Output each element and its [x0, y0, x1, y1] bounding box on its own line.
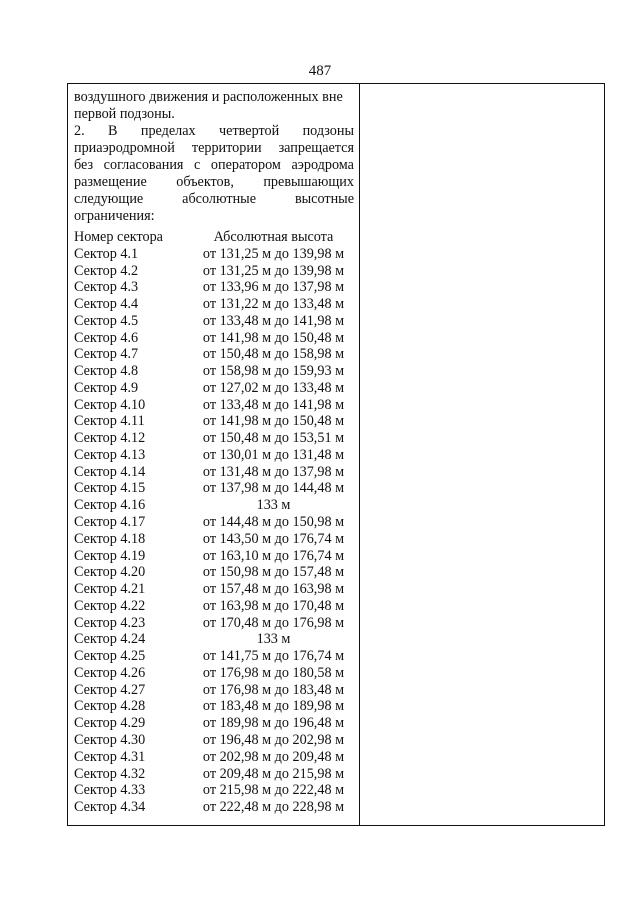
sector-name: Сектор 4.9 — [74, 379, 139, 396]
intro-line-1: воздушного движения и расположенных вне — [74, 89, 343, 105]
table-row — [74, 548, 354, 565]
sector-name: Сектор 4.1 — [74, 245, 139, 262]
word: без — [74, 157, 94, 173]
sector-name: Сектор 4.4 — [74, 296, 139, 313]
table-row — [74, 581, 354, 598]
sector-height: 133 м — [256, 497, 291, 514]
sector-height: от 131,25 м до 139,98 м — [202, 262, 345, 279]
table-row — [74, 531, 354, 548]
sector-name: Сектор 4.19 — [74, 547, 146, 564]
table-row — [74, 464, 354, 481]
word: В — [108, 123, 118, 139]
sector-name: Сектор 4.26 — [74, 664, 146, 681]
table-row — [74, 782, 354, 799]
sector-name: Сектор 4.21 — [74, 581, 146, 598]
table-row — [74, 263, 354, 280]
sector-height: от 150,48 м до 158,98 м — [202, 346, 345, 363]
sector-name: Сектор 4.14 — [74, 463, 146, 480]
sector-name: Сектор 4.32 — [74, 765, 146, 782]
sector-name: Сектор 4.34 — [74, 799, 146, 816]
word: 2. — [74, 123, 85, 139]
sector-name: Сектор 4.6 — [74, 329, 139, 346]
sector-name: Сектор 4.22 — [74, 597, 146, 614]
table-row — [74, 480, 354, 497]
sector-name: Сектор 4.7 — [74, 346, 139, 363]
sector-height: от 137,98 м до 144,48 м — [202, 480, 345, 497]
sector-name: Сектор 4.29 — [74, 715, 146, 732]
sector-height: от 176,98 м до 180,58 м — [202, 664, 345, 681]
sector-name: Сектор 4.27 — [74, 681, 146, 698]
sector-name: Сектор 4.13 — [74, 446, 146, 463]
table-row — [74, 598, 354, 615]
sector-name: Сектор 4.24 — [74, 631, 146, 648]
word: следующие — [74, 191, 144, 207]
sector-height: от 144,48 м до 150,98 м — [202, 514, 345, 531]
sector-name: Сектор 4.28 — [74, 698, 146, 715]
word: объектов, — [176, 174, 234, 190]
sector-list — [74, 246, 354, 816]
word: пределах — [140, 123, 196, 139]
intro-line-7 — [74, 191, 354, 208]
table-row — [74, 497, 354, 514]
sector-height: от 189,98 м до 196,48 м — [202, 715, 345, 732]
table-row — [74, 615, 354, 632]
word: высотные — [294, 191, 354, 207]
header-height: Абсолютная высота — [213, 229, 334, 245]
sector-name: Сектор 4.31 — [74, 748, 146, 765]
sector-name: Сектор 4.2 — [74, 262, 139, 279]
intro-line-6 — [74, 174, 354, 191]
intro-line-5 — [74, 157, 354, 174]
sector-name: Сектор 4.12 — [74, 430, 146, 447]
sector-name: Сектор 4.5 — [74, 312, 139, 329]
table-row — [74, 665, 354, 682]
sector-height: от 163,98 м до 170,48 м — [202, 597, 345, 614]
table-row — [74, 246, 354, 263]
sector-height: от 133,48 м до 141,98 м — [202, 312, 345, 329]
table-row — [74, 564, 354, 581]
table-row — [74, 631, 354, 648]
sector-name: Сектор 4.20 — [74, 564, 146, 581]
sector-height: от 133,48 м до 141,98 м — [202, 396, 345, 413]
sector-height: от 150,48 м до 153,51 м — [202, 430, 345, 447]
word: с — [194, 157, 201, 173]
sector-name: Сектор 4.25 — [74, 648, 146, 665]
sector-height: от 130,01 м до 131,48 м — [202, 446, 345, 463]
word: подзоны — [302, 123, 354, 139]
word: запрещается — [278, 140, 354, 156]
table-row — [74, 296, 354, 313]
table-row — [74, 447, 354, 464]
intro-line-2: первой подзоны. — [74, 106, 175, 122]
word: четвертой — [219, 123, 280, 139]
sector-name: Сектор 4.11 — [74, 413, 145, 430]
table-row — [74, 380, 354, 397]
table-row — [74, 346, 354, 363]
table-row — [74, 682, 354, 699]
table-row — [74, 313, 354, 330]
sector-height: от 143,50 м до 176,74 м — [202, 530, 345, 547]
word: размещение — [74, 174, 147, 190]
sector-height: от 150,98 м до 157,48 м — [202, 564, 345, 581]
table-row — [74, 732, 354, 749]
intro-line-8: ограничения: — [74, 208, 155, 224]
sector-height: от 163,10 м до 176,74 м — [202, 547, 345, 564]
word: аэродрома — [291, 157, 354, 173]
sector-height: от 127,02 м до 133,48 м — [202, 379, 345, 396]
sector-name: Сектор 4.17 — [74, 514, 146, 531]
page-number: 487 — [308, 63, 332, 79]
sector-height: от 215,98 м до 222,48 м — [202, 782, 345, 799]
sector-height: от 141,98 м до 150,48 м — [202, 329, 345, 346]
text-column — [74, 89, 354, 816]
table-header-row — [74, 229, 354, 246]
word: территории — [191, 140, 262, 156]
sector-height: от 133,96 м до 137,98 м — [202, 279, 345, 296]
sector-name: Сектор 4.30 — [74, 731, 146, 748]
sector-height: от 141,98 м до 150,48 м — [202, 413, 345, 430]
sector-name: Сектор 4.33 — [74, 782, 146, 799]
sector-height: от 209,48 м до 215,98 м — [202, 765, 345, 782]
sector-height: от 157,48 м до 163,98 м — [202, 581, 345, 598]
sector-height: от 176,98 м до 183,48 м — [202, 681, 345, 698]
sector-height: от 222,48 м до 228,98 м — [202, 799, 345, 816]
sector-name: Сектор 4.18 — [74, 530, 146, 547]
table-row — [74, 363, 354, 380]
sector-height: от 131,48 м до 137,98 м — [202, 463, 345, 480]
table-row — [74, 430, 354, 447]
table-row — [74, 715, 354, 732]
table-row — [74, 799, 354, 816]
empty-right-column — [360, 84, 604, 825]
sector-height: от 196,48 м до 202,98 м — [202, 731, 345, 748]
table-row — [74, 330, 354, 347]
table-row — [74, 279, 354, 296]
sector-height: от 183,48 м до 189,98 м — [202, 698, 345, 715]
sector-height: от 131,22 м до 133,48 м — [202, 296, 345, 313]
sector-height: от 170,48 м до 176,98 м — [202, 614, 345, 631]
word: приаэродромной — [74, 140, 175, 156]
word: абсолютные — [182, 191, 256, 207]
header-sector: Номер сектора — [74, 229, 163, 245]
table-row — [74, 413, 354, 430]
table-row — [74, 698, 354, 715]
intro-line-3 — [74, 123, 354, 140]
table-row — [74, 749, 354, 766]
intro-line-4 — [74, 140, 354, 157]
sector-height: от 158,98 м до 159,93 м — [202, 363, 345, 380]
word: оператором — [210, 157, 281, 173]
sector-name: Сектор 4.23 — [74, 614, 146, 631]
sector-height: от 131,25 м до 139,98 м — [202, 245, 345, 262]
table-row — [74, 766, 354, 783]
table-row — [74, 514, 354, 531]
word: согласования — [103, 157, 184, 173]
sector-height: 133 м — [256, 631, 291, 648]
sector-name: Сектор 4.15 — [74, 480, 146, 497]
sector-height: от 141,75 м до 176,74 м — [202, 648, 345, 665]
table-row — [74, 648, 354, 665]
sector-name: Сектор 4.10 — [74, 396, 146, 413]
sector-height: от 202,98 м до 209,48 м — [202, 748, 345, 765]
sector-name: Сектор 4.3 — [74, 279, 139, 296]
sector-name: Сектор 4.16 — [74, 497, 146, 514]
sector-name: Сектор 4.8 — [74, 363, 139, 380]
document-table — [67, 83, 605, 826]
table-row — [74, 397, 354, 414]
word: превышающих — [263, 174, 354, 190]
